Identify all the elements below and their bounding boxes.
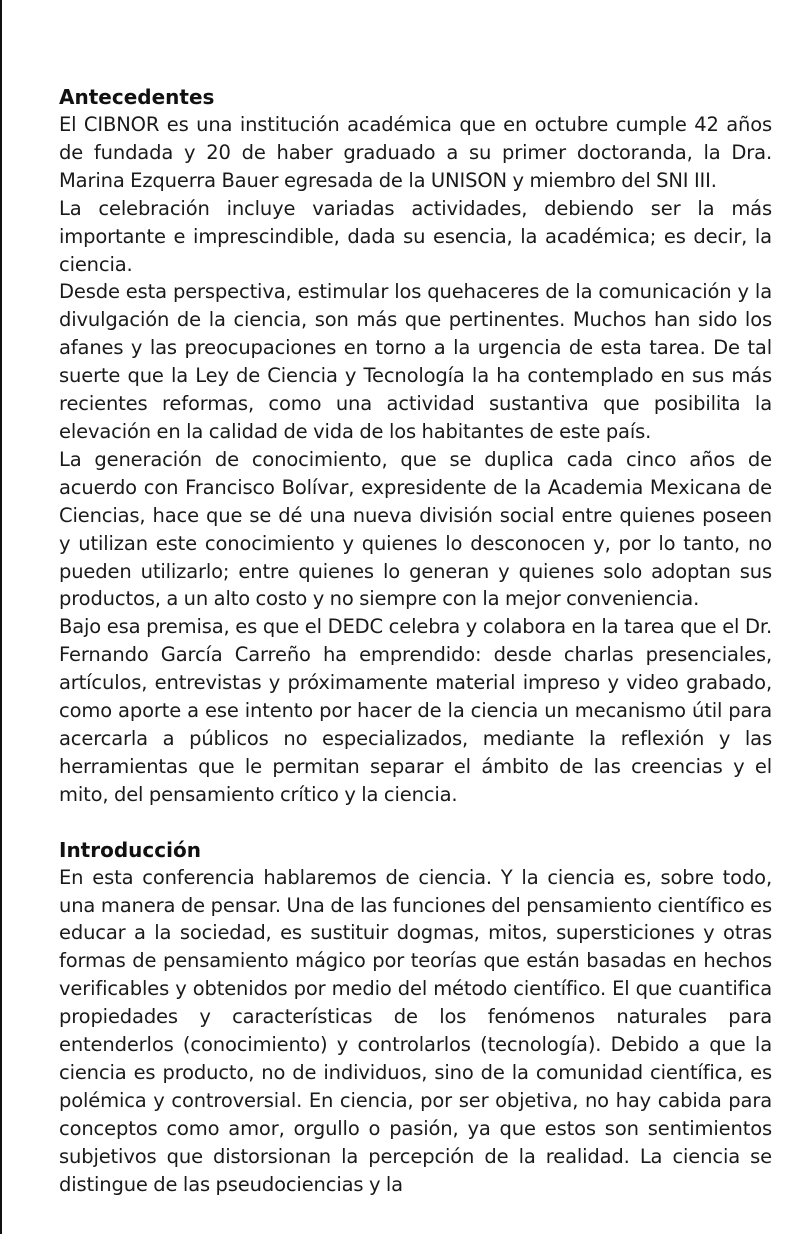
- paragraph: En esta conferencia hablaremos de ciencia. Y la ciencia es, sobre todo, una manera de pensar. Una de las funciones del pensamiento científico es educar a la sociedad, es sustituir dogmas, mitos, supersticiones y otras formas de pensamiento mágico por teorías que están basadas en hechos verificables y obtenidos por medio del método científico. El que cuantifica propiedades y características de los fenómenos naturales para entenderlos (conocimiento) y controlarlos (tecnología). Debido a que la ciencia es producto, no de individuos, sino de la comunidad científica, es polémica y controversial. En ciencia, por ser objetiva, no hay cabida para conceptos como amor, orgullo o pasión, ya que estos son sentimientos subjetivos que distorsionan la percepción de la realidad. La ciencia se distingue de las pseudociencias y la: [59, 865, 772, 1196]
- paragraph: La generación de conocimiento, que se duplica cada cinco años de acuerdo con Francisco Bolívar, expresidente de la Academia Mexicana de Ciencias, hace que se dé una nueva división social entre quienes poseen y utilizan este conocimiento y quienes lo desconocen y, por lo tanto, no pueden utilizarlo; entre quienes lo generan y quienes solo adoptan sus productos, a un alto costo y no siempre con la mejor conveniencia.: [59, 447, 772, 611]
- paragraph: El CIBNOR es una institución académica que en octubre cumple 42 años de fundada y 20 de haber graduado a su primer doctoranda, la Dra. Marina Ezquerra Bauer egresada de la UNISON y miembro del SNI III.: [59, 113, 772, 192]
- paragraph: La celebración incluye variadas actividades, debiendo ser la más importante e imprescindible, dada su esencia, la académica; es decir, la ciencia.: [59, 196, 772, 276]
- paragraph: Bajo esa premisa, es que el DEDC celebra y colabora en la tarea que el Dr. Fernando García Carreño ha emprendido: desde charlas presenciales, artículos, entrevistas y próximamente material impreso y video grabado, como aporte a ese intento por hacer de la ciencia un mecanismo útil para acercarla a públicos no especializados, mediante la reflexión y las herramientas que le permitan separar el ámbito de las creencias y el mito, del pensamiento crítico y la ciencia.: [59, 615, 772, 806]
- section-heading: Antecedentes: [59, 85, 215, 109]
- section-antecedentes: [59, 83, 772, 809]
- paragraph: Desde esta perspectiva, estimular los quehaceres de la comunicación y la divulgación de la ciencia, son más que pertinentes. Muchos han sido los afanes y las preocupaciones en torno a la urgencia de esta tarea. De tal suerte que la Ley de Ciencia y Tecnología la ha contemplado en sus más recientes reformas, como una actividad sustantiva que posibilita la elevación en la calidad de vida de los habitantes de este país.: [59, 280, 772, 443]
- section-introduccion: [59, 836, 772, 1199]
- section-heading: Introducción: [59, 837, 201, 862]
- document-page: [59, 83, 772, 1199]
- page-edge-line: [0, 0, 2, 1234]
- section-spacer: [59, 809, 772, 836]
